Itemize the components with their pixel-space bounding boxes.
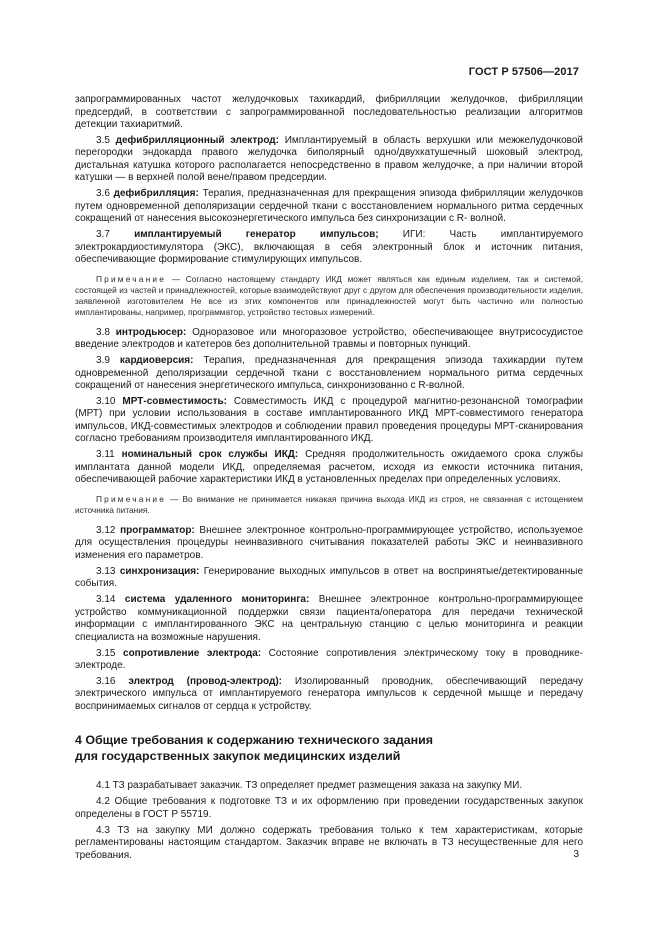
clause-4-1: 4.1 ТЗ разрабатывает заказчик. ТЗ определяет предмет размещения заказа на закупку МИ. bbox=[96, 780, 523, 792]
definition-text: Состояние сопротивления электрическому току в проводнике-электроде. bbox=[75, 647, 583, 672]
definition-3-16 bbox=[75, 676, 583, 714]
clause-number: 3.7 bbox=[96, 229, 110, 241]
definition-3-12 bbox=[75, 525, 583, 563]
section-title-line: для государственных закупок медицинских изделий bbox=[75, 748, 401, 763]
clause-number: 3.10 bbox=[96, 395, 116, 407]
term: программатор: bbox=[120, 524, 195, 536]
term: сопротивление электрода: bbox=[123, 647, 262, 659]
definition-3-10 bbox=[75, 396, 583, 446]
definition-text: Имплантируемый в область верхушки или межжелудочковой перегородки эндокарда правого желудочка биполярный одно/двухкатушечный шоковый электрод, дистальная катушка которого располагается непосредственно в правом желудочке, а при наличии второй катушки — в верхней полой вене/правом предсердии. bbox=[75, 134, 584, 184]
clause-number: 3.12 bbox=[96, 524, 116, 536]
clause-number: 3.16 bbox=[96, 675, 116, 687]
definition-3-15 bbox=[75, 648, 583, 673]
page-number: 3 bbox=[573, 849, 579, 860]
paragraph-continuation: запрограммированных частот желудочковых тахикардий, фибрилляции желудочков, фибрилляции предсердий, в соответствии с запрограммированной последовательностью реализации алгоритмов детекции тахиаритмий. bbox=[75, 94, 583, 130]
term: система удаленного мониторинга: bbox=[124, 594, 310, 606]
term: дефибрилляция: bbox=[113, 188, 199, 200]
term: имплантируемый генератор импульсов; bbox=[134, 229, 379, 241]
document-body bbox=[75, 94, 583, 866]
term: номинальный срок службы ИКД: bbox=[121, 449, 299, 461]
definition-3-9 bbox=[75, 355, 583, 393]
clause-number: 3.14 bbox=[96, 594, 116, 606]
clause-number: 3.8 bbox=[96, 326, 110, 338]
definition-text: Терапия, предназначенная для прекращения эпизода фибрилляции желудочков путем одновременной деполяризации сердечной ткани с восстановлением нормального ритма сердечных сокращений от нанесения высокоэнергетического импульса без синхронизации с R- волной. bbox=[75, 188, 583, 225]
term: синхронизация: bbox=[119, 565, 200, 577]
term: кардиоверсия: bbox=[119, 355, 194, 367]
clause-number: 3.13 bbox=[96, 565, 116, 577]
clause-number: 3.9 bbox=[96, 355, 110, 367]
definition-text: Терапия, предназначенная для прекращения эпизода тахикардии путем одновременной деполяризации сердечной ткани с восстановлением нормального ритма сердечных сокращений от нанесения энергетического импульса, синхронизованно с R-волной. bbox=[75, 355, 584, 392]
term: дефибрилляционный электрод: bbox=[115, 134, 279, 146]
note-1 bbox=[75, 274, 583, 318]
definition-text: Одноразовое или многоразовое устройство, обеспечивающее внутрисосудистое введение электродов и катетеров без дополнительной травмы и повторных пункций. bbox=[75, 326, 584, 351]
note-2 bbox=[75, 494, 583, 516]
clause-number: 3.6 bbox=[96, 188, 110, 200]
term: интродьюсер: bbox=[115, 326, 187, 338]
clause-4-2: 4.2 Общие требования к подготовке ТЗ и их оформлению при проведении государственных закупок определены в ГОСТ Р 55719. bbox=[75, 796, 583, 820]
definition-3-13 bbox=[75, 566, 583, 591]
note-label: Примечание bbox=[96, 493, 167, 504]
definition-3-6 bbox=[75, 188, 583, 226]
note-text: — Согласно настоящему стандарту ИКД может являться как единым изделием, так и системой, состоящей из частей и принадлежностей, которые взаимодействуют друг с другом для обеспечения производительности изделия, заявленной изготовителем Не все из этих компонентов или принадлежностей могут быть частично или полностью имплантированы, например, программатор, устройство тестовых измерений. bbox=[75, 273, 584, 317]
definition-3-11 bbox=[75, 449, 583, 487]
section-title-line: 4 Общие требования к содержанию технического задания bbox=[75, 733, 433, 748]
definition-3-14 bbox=[75, 594, 583, 644]
note-text: — Во внимание не принимается никакая причина выхода ИКД из строя, не связанная с истощением источника питания. bbox=[75, 493, 583, 515]
clause-number: 3.15 bbox=[96, 647, 116, 659]
definition-3-8 bbox=[75, 327, 583, 352]
term: электрод (провод-электрод): bbox=[128, 675, 282, 687]
definition-3-7 bbox=[75, 229, 583, 267]
definition-text: ИГИ: Часть имплантируемого электрокардиостимулятора (ЭКС), включающая в себя электронный блок и источник питания, обеспечивающие формирование стимулирующих импульсов. bbox=[75, 229, 583, 266]
clause-4-3: 4.3 ТЗ на закупку МИ должно содержать требования только к тем характеристикам, которые регламентированы настоящим стандартом. Заказчик вправе не включать в ТЗ несущественные для него требования. bbox=[75, 824, 583, 861]
definition-text: Генерирование выходных импульсов в ответ на воспринятые/детектированные события. bbox=[75, 565, 584, 590]
clause-number: 3.11 bbox=[96, 449, 115, 461]
definition-text: Совместимость ИКД с процедурой магнитно-резонансной томографии (МРТ) при условии использования в составе имплантированного ИКД МРТ-совместимого генератора импульсов, ИКД-совместимых электродов и соблюдении правил проведения процедуры МРТ-сканирования согласно требованиям производителя имплантированного ИКД. bbox=[75, 395, 584, 445]
definition-text: Средняя продолжительность ожидаемого срока службы имплантата данной модели ИКД, определяемая расчетом, исходя из емкости источника питания, обеспечивающей рабочие характеристики ИКД в установленных пределах при определенных условиях. bbox=[75, 449, 584, 486]
definition-text: Внешнее электронное контрольно-программирующее устройство коммуникационной поддержки связи пациента/оператора для передачи технической информации с имплантированного ЭКС на центральную станцию с целью мониторинга и реакции специалиста на возможные нарушения. bbox=[75, 594, 584, 643]
definition-text: Изолированный проводник, обеспечивающий передачу электрического импульса от имплантируемого генератора импульсов к сердечной мышце и передачу воспринимаемых сигналов от сердца к устройству. bbox=[75, 675, 584, 712]
note-label: Примечание bbox=[96, 273, 167, 284]
document-code-header: ГОСТ Р 57506—2017 bbox=[468, 66, 579, 78]
section-4-heading bbox=[75, 733, 583, 764]
definition-text: Внешнее электронное контрольно-программирующее устройство, используемое для осуществления процедуры неинвазивного считывания показателей работы ЭКС и неинвазивного изменения его параметров. bbox=[75, 524, 584, 561]
term: МРТ-совместимость: bbox=[122, 395, 227, 407]
clause-number: 3.5 bbox=[96, 134, 110, 146]
definition-3-5 bbox=[75, 135, 583, 185]
